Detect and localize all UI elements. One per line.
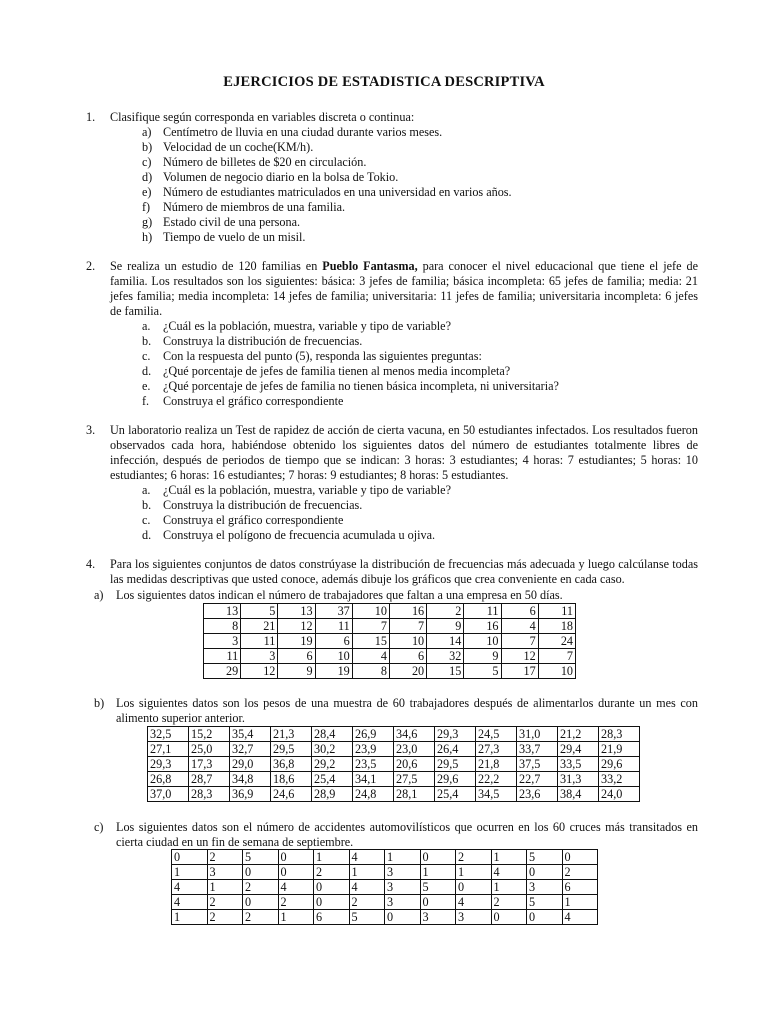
list-item-text: Centímetro de lluvia en una ciudad durante varios meses. bbox=[163, 125, 443, 139]
table-cell: 7 bbox=[538, 649, 575, 664]
table-cell: 0 bbox=[243, 865, 279, 880]
data-table-c bbox=[171, 849, 598, 925]
table-cell: 16 bbox=[464, 619, 501, 634]
table-cell: 10 bbox=[538, 664, 575, 679]
table-row bbox=[172, 895, 598, 910]
table-row bbox=[204, 604, 576, 619]
list-item bbox=[142, 155, 698, 170]
list-item-label: b) bbox=[142, 140, 153, 154]
table-cell: 23,0 bbox=[394, 742, 435, 757]
table-cell: 24,5 bbox=[476, 727, 517, 742]
list-item bbox=[142, 185, 698, 200]
list-item bbox=[142, 394, 698, 409]
table-cell: 1 bbox=[278, 910, 314, 925]
list-item bbox=[142, 528, 698, 543]
list-item bbox=[142, 170, 698, 185]
table-cell: 28,9 bbox=[312, 787, 353, 802]
table-cell: 5 bbox=[420, 880, 456, 895]
table-cell: 1 bbox=[456, 865, 492, 880]
table-cell: 27,3 bbox=[476, 742, 517, 757]
table-cell: 25,4 bbox=[435, 787, 476, 802]
table-cell: 22,7 bbox=[517, 772, 558, 787]
table-cell: 29 bbox=[204, 664, 241, 679]
list-item-label: g) bbox=[142, 215, 153, 229]
list-item-label: a) bbox=[142, 125, 152, 139]
data-table-b bbox=[147, 726, 640, 802]
table-cell: 23,9 bbox=[353, 742, 394, 757]
list-item-text: Construya el gráfico correspondiente bbox=[163, 394, 344, 408]
table-cell: 3 bbox=[420, 910, 456, 925]
table-cell: 7 bbox=[501, 634, 538, 649]
table-cell: 34,8 bbox=[230, 772, 271, 787]
table-cell: 28,1 bbox=[394, 787, 435, 802]
subquestion-label: b) bbox=[94, 696, 105, 710]
table-cell: 28,7 bbox=[189, 772, 230, 787]
table-cell: 4 bbox=[278, 880, 314, 895]
list-item-text: Estado civil de una persona. bbox=[163, 215, 301, 229]
question-number: 2. bbox=[86, 259, 96, 273]
table-cell: 1 bbox=[207, 880, 243, 895]
table-cell: 32 bbox=[427, 649, 464, 664]
table-cell: 37 bbox=[315, 604, 352, 619]
table-cell: 4 bbox=[349, 880, 385, 895]
table-cell: 1 bbox=[562, 895, 598, 910]
list-item bbox=[142, 513, 698, 528]
table-cell: 4 bbox=[501, 619, 538, 634]
table-cell: 36,9 bbox=[230, 787, 271, 802]
subquestion-label: a) bbox=[94, 588, 104, 602]
table-cell: 34,5 bbox=[476, 787, 517, 802]
table-cell: 29,2 bbox=[312, 757, 353, 772]
data-table-a bbox=[203, 603, 576, 679]
table-cell: 27,1 bbox=[148, 742, 189, 757]
table-cell: 24,6 bbox=[271, 787, 312, 802]
list-item bbox=[142, 140, 698, 155]
list-item-text: Construya el gráfico correspondiente bbox=[163, 513, 344, 527]
list-item bbox=[142, 125, 698, 140]
table-cell: 4 bbox=[349, 850, 385, 865]
table-cell: 10 bbox=[389, 634, 426, 649]
question-text: Clasifique según corresponda en variables discreta o continua: bbox=[110, 110, 415, 124]
table-cell: 9 bbox=[427, 619, 464, 634]
table-cell: 2 bbox=[207, 850, 243, 865]
table-cell: 11 bbox=[464, 604, 501, 619]
table-cell: 18,6 bbox=[271, 772, 312, 787]
list-item-text: Construya la distribución de frecuencias. bbox=[163, 334, 363, 348]
table-cell: 31,0 bbox=[517, 727, 558, 742]
table-cell: 23,5 bbox=[353, 757, 394, 772]
list-item bbox=[142, 215, 698, 230]
table-cell: 7 bbox=[352, 619, 389, 634]
question-4 bbox=[86, 557, 698, 587]
table-cell: 11 bbox=[204, 649, 241, 664]
subquestion-label: c) bbox=[94, 820, 104, 834]
question-4b bbox=[94, 696, 698, 726]
table-cell: 34,6 bbox=[394, 727, 435, 742]
table-cell: 12 bbox=[501, 649, 538, 664]
table-cell: 2 bbox=[427, 604, 464, 619]
table-cell: 21 bbox=[241, 619, 278, 634]
table-cell: 6 bbox=[315, 634, 352, 649]
question-3 bbox=[86, 423, 698, 543]
table-cell: 1 bbox=[349, 865, 385, 880]
list-item bbox=[142, 200, 698, 215]
table-cell: 33,7 bbox=[517, 742, 558, 757]
table-cell: 35,4 bbox=[230, 727, 271, 742]
list-item-text: Número de billetes de $20 en circulación. bbox=[163, 155, 367, 169]
table-cell: 1 bbox=[491, 850, 527, 865]
table-cell: 11 bbox=[538, 604, 575, 619]
table-cell: 3 bbox=[527, 880, 563, 895]
table-cell: 2 bbox=[349, 895, 385, 910]
list-item-label: e. bbox=[142, 379, 151, 393]
table-cell: 5 bbox=[527, 895, 563, 910]
table-cell: 29,0 bbox=[230, 757, 271, 772]
table-cell: 6 bbox=[278, 649, 315, 664]
list-item-text: ¿Qué porcentaje de jefes de familia tienen al menos media incompleta? bbox=[163, 364, 511, 378]
table-cell: 29,6 bbox=[599, 757, 640, 772]
question-number: 4. bbox=[86, 557, 96, 571]
table-cell: 25,0 bbox=[189, 742, 230, 757]
table-cell: 2 bbox=[562, 865, 598, 880]
table-cell: 0 bbox=[527, 910, 563, 925]
subquestion-text: Los siguientes datos son los pesos de una muestra de 60 trabajadores después de alimentarlos durante un mes con alimento superior anterior. bbox=[116, 696, 698, 725]
table-cell: 0 bbox=[314, 895, 350, 910]
list-item-text: ¿Cuál es la población, muestra, variable y tipo de variable? bbox=[163, 319, 451, 333]
table-cell: 8 bbox=[352, 664, 389, 679]
table-cell: 12 bbox=[241, 664, 278, 679]
table-cell: 24 bbox=[538, 634, 575, 649]
question-4c bbox=[94, 820, 698, 850]
list-item bbox=[142, 498, 698, 513]
list-item-label: f) bbox=[142, 200, 151, 214]
table-cell: 5 bbox=[241, 604, 278, 619]
table-cell: 9 bbox=[278, 664, 315, 679]
table-cell: 6 bbox=[314, 910, 350, 925]
list-item bbox=[142, 230, 698, 245]
list-item-text: Tiempo de vuelo de un misil. bbox=[163, 230, 306, 244]
table-cell: 29,5 bbox=[271, 742, 312, 757]
table-row bbox=[148, 757, 640, 772]
table-cell: 29,3 bbox=[148, 757, 189, 772]
table-cell: 2 bbox=[243, 880, 279, 895]
question-1-items bbox=[142, 125, 698, 245]
table-cell: 21,2 bbox=[558, 727, 599, 742]
list-item bbox=[142, 483, 698, 498]
table-cell: 22,2 bbox=[476, 772, 517, 787]
table-cell: 1 bbox=[314, 850, 350, 865]
table-cell: 7 bbox=[389, 619, 426, 634]
table-cell: 16 bbox=[389, 604, 426, 619]
list-item-text: Construya el polígono de frecuencia acumulada u ojiva. bbox=[163, 528, 436, 542]
table-cell: 29,3 bbox=[435, 727, 476, 742]
table-cell: 10 bbox=[352, 604, 389, 619]
table-cell: 17,3 bbox=[189, 757, 230, 772]
question-1 bbox=[86, 110, 698, 245]
table-cell: 4 bbox=[456, 895, 492, 910]
table-row bbox=[204, 619, 576, 634]
list-item bbox=[142, 349, 698, 364]
table-row bbox=[172, 880, 598, 895]
table-cell: 17 bbox=[501, 664, 538, 679]
table-cell: 0 bbox=[278, 865, 314, 880]
table-cell: 3 bbox=[204, 634, 241, 649]
table-cell: 26,9 bbox=[353, 727, 394, 742]
table-cell: 21,8 bbox=[476, 757, 517, 772]
table-cell: 0 bbox=[385, 910, 421, 925]
table-cell: 36,8 bbox=[271, 757, 312, 772]
table-cell: 11 bbox=[241, 634, 278, 649]
table-cell: 37,5 bbox=[517, 757, 558, 772]
subquestion-text: Los siguientes datos son el número de accidentes automovilísticos que ocurren en los 60 cruces más transitados en cierta ciudad en un fin de semana de septiembre. bbox=[116, 820, 698, 849]
table-cell: 25,4 bbox=[312, 772, 353, 787]
table-cell: 2 bbox=[314, 865, 350, 880]
table-cell: 1 bbox=[491, 880, 527, 895]
table-cell: 1 bbox=[172, 910, 208, 925]
list-item-text: ¿Cuál es la población, muestra, variable y tipo de variable? bbox=[163, 483, 451, 497]
table-cell: 19 bbox=[278, 634, 315, 649]
table-cell: 5 bbox=[527, 850, 563, 865]
table-cell: 11 bbox=[315, 619, 352, 634]
question-4a bbox=[94, 588, 698, 603]
list-item bbox=[142, 364, 698, 379]
table-cell: 9 bbox=[464, 649, 501, 664]
table-cell: 6 bbox=[389, 649, 426, 664]
table-cell: 29,4 bbox=[558, 742, 599, 757]
table-cell: 14 bbox=[427, 634, 464, 649]
table-cell: 26,8 bbox=[148, 772, 189, 787]
table-cell: 4 bbox=[172, 895, 208, 910]
table-cell: 4 bbox=[491, 865, 527, 880]
table-row bbox=[148, 727, 640, 742]
list-item-label: b. bbox=[142, 334, 152, 348]
table-row bbox=[172, 850, 598, 865]
list-item-label: e) bbox=[142, 185, 152, 199]
table-cell: 2 bbox=[243, 910, 279, 925]
table-cell: 3 bbox=[385, 865, 421, 880]
list-item-text: Construya la distribución de frecuencias. bbox=[163, 498, 363, 512]
table-cell: 10 bbox=[315, 649, 352, 664]
table-cell: 0 bbox=[243, 895, 279, 910]
list-item bbox=[142, 379, 698, 394]
table-cell: 4 bbox=[562, 910, 598, 925]
table-cell: 29,5 bbox=[435, 757, 476, 772]
table-cell: 38,4 bbox=[558, 787, 599, 802]
list-item-label: f. bbox=[142, 394, 150, 408]
table-cell: 5 bbox=[349, 910, 385, 925]
table-cell: 2 bbox=[207, 910, 243, 925]
list-item-label: d. bbox=[142, 364, 152, 378]
question-number: 1. bbox=[86, 110, 96, 124]
table-row bbox=[204, 664, 576, 679]
table-cell: 13 bbox=[204, 604, 241, 619]
question-text: Un laboratorio realiza un Test de rapidez de acción de cierta vacuna, en 50 estudiantes infectados. Los resultados fueron observados cada hora, habiéndose obtenido los siguientes datos del número de estudiantes totalmente libres de infección, después de periodos de tiempo que se indican: 3 horas: 3 estudiantes; 4 horas: 7 estudiantes; 5 horas: 10 estudiantes; 6 horas: 16 estudiantes; 7 horas: 9 estudiantes; 8 horas: 5 estudiantes. bbox=[110, 423, 698, 482]
table-cell: 0 bbox=[172, 850, 208, 865]
table-cell: 6 bbox=[501, 604, 538, 619]
table-cell: 28,3 bbox=[189, 787, 230, 802]
table-cell: 1 bbox=[172, 865, 208, 880]
question-text-part: para conocer el nivel educacional que tiene el jefe de familia. Los resultados son los siguientes: básica: 3 jefes de familia; básica incompleta: 65 jefes de familia; media: 21 jefes familia; media incompleta: 14 jefes de familia; universitaria: 11 jefes de familia; universitaria incompleta: 6 jefes de familia. bbox=[110, 259, 698, 318]
table-cell: 30,2 bbox=[312, 742, 353, 757]
table-row bbox=[148, 787, 640, 802]
table-cell: 10 bbox=[464, 634, 501, 649]
list-item-text: ¿Qué porcentaje de jefes de familia no tienen básica incompleta, ni universitaria? bbox=[163, 379, 559, 393]
table-cell: 29,6 bbox=[435, 772, 476, 787]
table-cell: 5 bbox=[243, 850, 279, 865]
page-title: EJERCICIOS DE ESTADISTICA DESCRIPTIVA bbox=[223, 74, 545, 90]
list-item-label: h) bbox=[142, 230, 153, 244]
table-cell: 33,5 bbox=[558, 757, 599, 772]
table-cell: 15,2 bbox=[189, 727, 230, 742]
table-cell: 24,8 bbox=[353, 787, 394, 802]
table-cell: 4 bbox=[352, 649, 389, 664]
list-item bbox=[142, 319, 698, 334]
table-cell: 20,6 bbox=[394, 757, 435, 772]
table-cell: 27,5 bbox=[394, 772, 435, 787]
question-text bbox=[110, 259, 698, 319]
list-item-text: Con la respuesta del punto (5), responda las siguientes preguntas: bbox=[163, 349, 482, 363]
table-row bbox=[204, 634, 576, 649]
list-item bbox=[142, 334, 698, 349]
table-cell: 37,0 bbox=[148, 787, 189, 802]
table-cell: 24,0 bbox=[599, 787, 640, 802]
table-cell: 32,7 bbox=[230, 742, 271, 757]
table-cell: 0 bbox=[491, 910, 527, 925]
list-item-label: a. bbox=[142, 483, 151, 497]
list-item-text: Volumen de negocio diario en la bolsa de Tokio. bbox=[163, 170, 399, 184]
table-cell: 1 bbox=[420, 865, 456, 880]
table-cell: 3 bbox=[207, 865, 243, 880]
list-item-label: d. bbox=[142, 528, 152, 542]
table-row bbox=[172, 910, 598, 925]
question-3-items bbox=[142, 483, 698, 543]
table-cell: 21,9 bbox=[599, 742, 640, 757]
table-cell: 5 bbox=[464, 664, 501, 679]
table-cell: 3 bbox=[385, 880, 421, 895]
list-item-text: Número de estudiantes matriculados en una universidad en varios años. bbox=[163, 185, 512, 199]
table-cell: 15 bbox=[427, 664, 464, 679]
list-item-label: b. bbox=[142, 498, 152, 512]
table-row bbox=[204, 649, 576, 664]
table-cell: 13 bbox=[278, 604, 315, 619]
table-cell: 3 bbox=[241, 649, 278, 664]
table-cell: 2 bbox=[207, 895, 243, 910]
table-cell: 15 bbox=[352, 634, 389, 649]
table-cell: 0 bbox=[562, 850, 598, 865]
question-2-items bbox=[142, 319, 698, 409]
table-cell: 2 bbox=[278, 895, 314, 910]
table-cell: 0 bbox=[420, 895, 456, 910]
table-cell: 8 bbox=[204, 619, 241, 634]
table-cell: 0 bbox=[420, 850, 456, 865]
table-cell: 0 bbox=[527, 865, 563, 880]
table-row bbox=[148, 742, 640, 757]
table-cell: 3 bbox=[385, 895, 421, 910]
table-cell: 18 bbox=[538, 619, 575, 634]
table-row bbox=[148, 772, 640, 787]
table-cell: 4 bbox=[172, 880, 208, 895]
table-cell: 19 bbox=[315, 664, 352, 679]
table-cell: 0 bbox=[278, 850, 314, 865]
table-cell: 23,6 bbox=[517, 787, 558, 802]
subquestion-text: Los siguientes datos indican el número de trabajadores que faltan a una empresa en 50 días. bbox=[116, 588, 563, 602]
table-cell: 34,1 bbox=[353, 772, 394, 787]
table-cell: 3 bbox=[456, 910, 492, 925]
list-item-label: c. bbox=[142, 513, 151, 527]
table-cell: 0 bbox=[314, 880, 350, 895]
list-item-text: Número de miembros de una familia. bbox=[163, 200, 346, 214]
table-cell: 33,2 bbox=[599, 772, 640, 787]
table-cell: 28,3 bbox=[599, 727, 640, 742]
question-text-part: Se realiza un estudio de 120 familias en bbox=[110, 259, 323, 273]
table-cell: 12 bbox=[278, 619, 315, 634]
table-row bbox=[172, 865, 598, 880]
table-cell: 6 bbox=[562, 880, 598, 895]
table-cell: 1 bbox=[385, 850, 421, 865]
question-text: Para los siguientes conjuntos de datos constrúyase la distribución de frecuencias más adecuada y luego calcúlanse todas las medidas descriptivas que usted conoce, además dibuje los gráficos que crea conveniente en cada caso. bbox=[110, 557, 698, 586]
list-item-label: d) bbox=[142, 170, 153, 184]
table-cell: 26,4 bbox=[435, 742, 476, 757]
table-cell: 20 bbox=[389, 664, 426, 679]
table-cell: 0 bbox=[456, 880, 492, 895]
table-cell: 32,5 bbox=[148, 727, 189, 742]
question-text-bold: Pueblo Fantasma, bbox=[322, 259, 418, 273]
question-2 bbox=[86, 259, 698, 409]
table-cell: 21,3 bbox=[271, 727, 312, 742]
list-item-label: a. bbox=[142, 319, 151, 333]
question-number: 3. bbox=[86, 423, 96, 437]
list-item-label: c. bbox=[142, 349, 151, 363]
table-cell: 28,4 bbox=[312, 727, 353, 742]
table-cell: 2 bbox=[491, 895, 527, 910]
table-cell: 31,3 bbox=[558, 772, 599, 787]
table-cell: 2 bbox=[456, 850, 492, 865]
list-item-label: c) bbox=[142, 155, 152, 169]
list-item-text: Velocidad de un coche(KM/h). bbox=[163, 140, 314, 154]
